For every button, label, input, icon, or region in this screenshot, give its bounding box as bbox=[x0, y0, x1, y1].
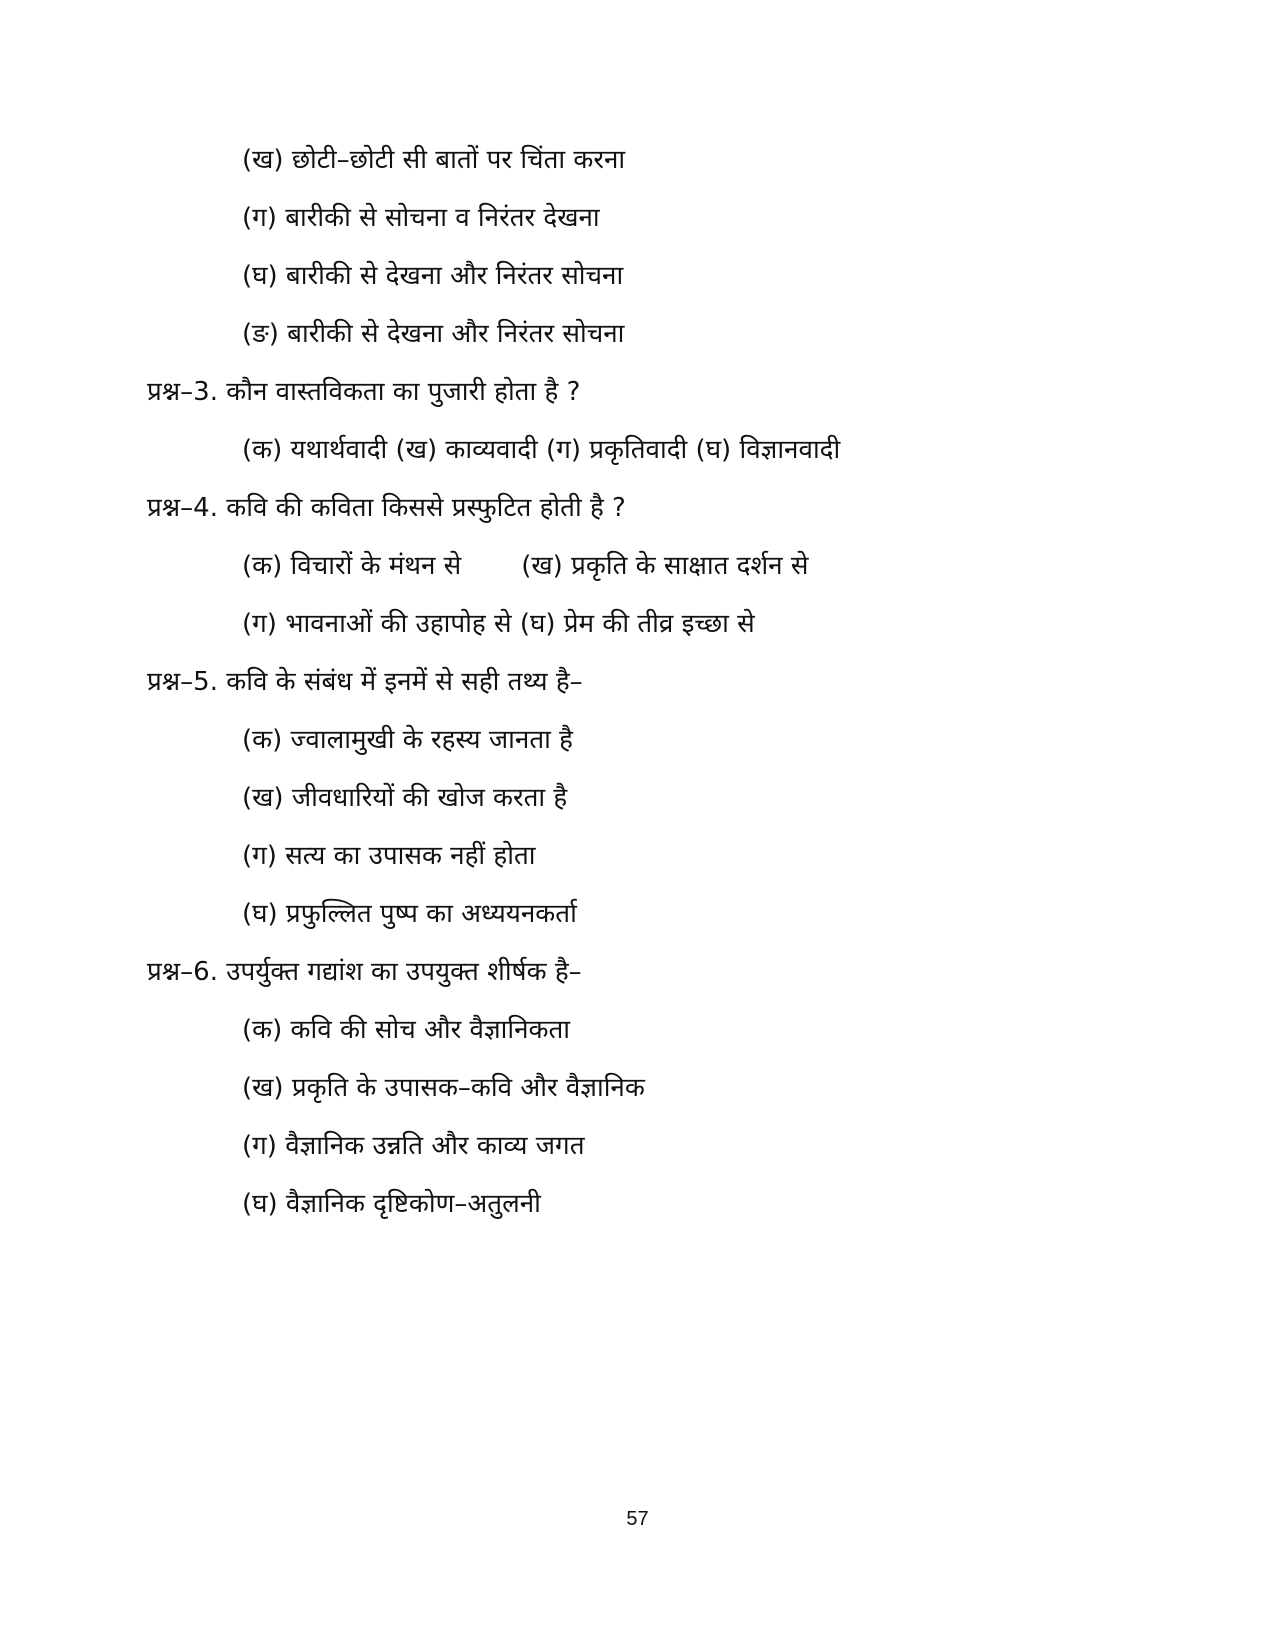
question-6-option-ka: (क) कवि की सोच और वैज्ञानिकता bbox=[242, 1015, 571, 1045]
question-5-option-kha: (ख) जीवधारियों की खोज करता है bbox=[242, 783, 568, 813]
question-5: प्रश्न–5. कवि के संबंध में इनमें से सही तथ्य है– bbox=[147, 667, 583, 697]
question-3: प्रश्न–3. कौन वास्तविकता का पुजारी होता है ? bbox=[147, 377, 581, 407]
question-5-option-ga: (ग) सत्य का उपासक नहीं होता bbox=[242, 841, 536, 871]
question-4-options-row1 bbox=[242, 549, 808, 583]
prev-option-nga: (ङ) बारीकी से देखना और निरंतर सोचना bbox=[242, 319, 625, 349]
question-5-option-gha: (घ) प्रफुल्लित पुष्प का अध्ययनकर्ता bbox=[242, 899, 577, 929]
question-4-options-row2: (ग) भावनाओं की उहापोह से (घ) प्रेम की तीव्र इच्छा से bbox=[242, 609, 755, 639]
prev-option-ga: (ग) बारीकी से सोचना व निरंतर देखना bbox=[242, 203, 600, 233]
prev-option-gha: (घ) बारीकी से देखना और निरंतर सोचना bbox=[242, 261, 624, 291]
question-6-option-kha: (ख) प्रकृति के उपासक–कवि और वैज्ञानिक bbox=[242, 1073, 645, 1103]
question-4-option-kha: (ख) प्रकृति के साक्षात दर्शन से bbox=[521, 551, 809, 581]
question-6: प्रश्न–6. उपर्युक्त गद्यांश का उपयुक्त शीर्षक है– bbox=[147, 957, 582, 987]
question-3-options: (क) यथार्थवादी (ख) काव्यवादी (ग) प्रकृतिवादी (घ) विज्ञानवादी bbox=[242, 435, 841, 465]
question-6-option-gha: (घ) वैज्ञानिक दृष्टिकोण–अतुलनी bbox=[242, 1189, 541, 1219]
question-6-option-ga: (ग) वैज्ञानिक उन्नति और काव्य जगत bbox=[242, 1131, 585, 1161]
question-5-option-ka: (क) ज्वालामुखी के रहस्य जानता है bbox=[242, 725, 573, 755]
question-4-option-ka: (क) विचारों के मंथन से bbox=[242, 551, 462, 581]
question-4: प्रश्न–4. कवि की कविता किससे प्रस्फुटित होती है ? bbox=[147, 493, 626, 523]
prev-option-kha: (ख) छोटी–छोटी सी बातों पर चिंता करना bbox=[242, 145, 626, 175]
page-number: 57 bbox=[626, 1508, 649, 1530]
